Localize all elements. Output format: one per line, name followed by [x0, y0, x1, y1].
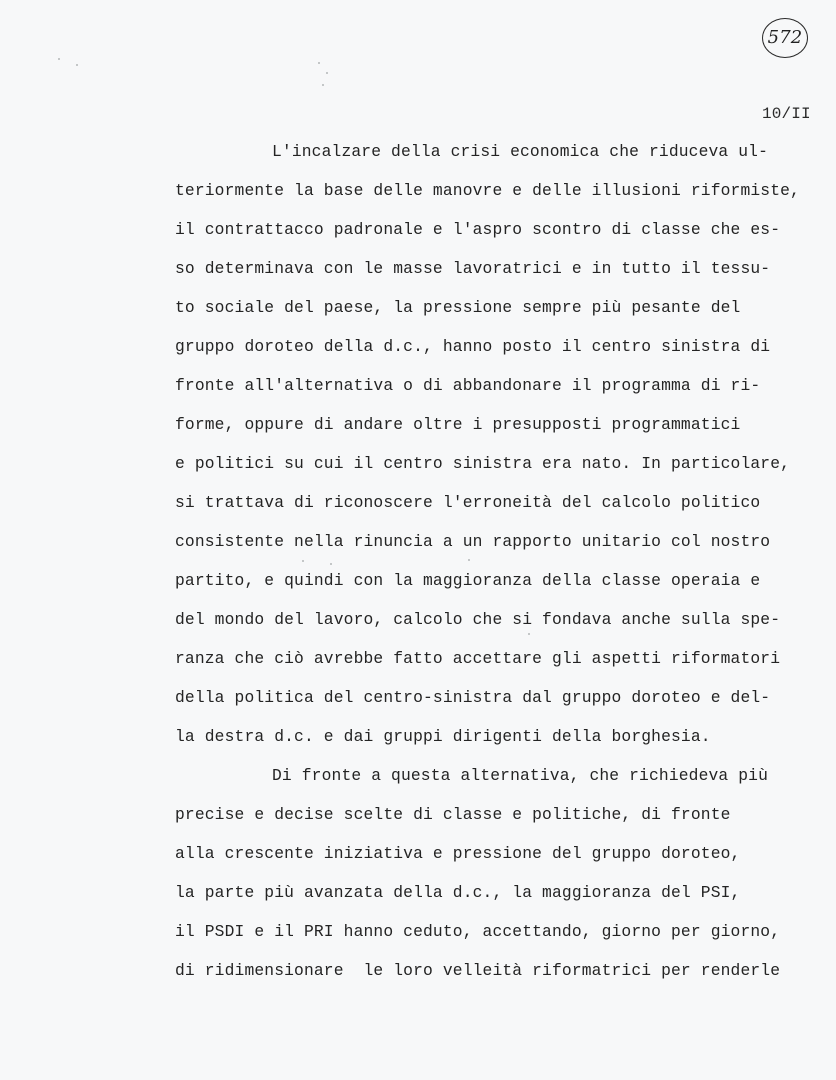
- text-line: partito, e quindi con la maggioranza della classe operaia e: [175, 571, 761, 590]
- text-line: forme, oppure di andare oltre i presupposti programmatici: [175, 415, 741, 434]
- scan-speck: [326, 72, 328, 74]
- text-line: del mondo del lavoro, calcolo che si fondava anche sulla spe-: [175, 610, 781, 629]
- scan-speck: [318, 62, 320, 64]
- text-line: precise e decise scelte di classe e politiche, di fronte: [175, 805, 731, 824]
- text-line: la destra d.c. e dai gruppi dirigenti della borghesia.: [175, 727, 711, 746]
- text-line: gruppo doroteo della d.c., hanno posto il centro sinistra di: [175, 337, 771, 356]
- archive-number-stamp: 572: [762, 18, 808, 58]
- text-line: alla crescente iniziativa e pressione del gruppo doroteo,: [175, 844, 741, 863]
- scan-speck: [330, 563, 332, 565]
- text-line: e politici su cui il centro sinistra era nato. In particolare,: [175, 454, 791, 473]
- text-line: della politica del centro-sinistra dal gruppo doroteo e del-: [175, 688, 771, 707]
- text-line: to sociale del paese, la pressione sempre più pesante del: [175, 298, 741, 317]
- scan-speck: [468, 559, 470, 561]
- text-line: si trattava di riconoscere l'erroneità del calcolo politico: [175, 493, 761, 512]
- text-line: teriormente la base delle manovre e delle illusioni riformiste,: [175, 181, 800, 200]
- text-line: il contrattacco padronale e l'aspro scontro di classe che es-: [175, 220, 781, 239]
- text-line: L'incalzare della crisi economica che riduceva ul-: [272, 142, 769, 161]
- text-line: la parte più avanzata della d.c., la maggioranza del PSI,: [175, 883, 741, 902]
- scan-speck: [76, 64, 78, 66]
- text-line: fronte all'alternativa o di abbandonare il programma di ri-: [175, 376, 761, 395]
- scan-speck: [58, 58, 60, 60]
- scan-speck: [302, 560, 304, 562]
- scan-speck: [528, 633, 530, 635]
- scan-speck: [322, 84, 324, 86]
- text-line: il PSDI e il PRI hanno ceduto, accettando, giorno per giorno,: [175, 922, 781, 941]
- text-line: consistente nella rinuncia a un rapporto unitario col nostro: [175, 532, 771, 551]
- text-line: di ridimensionare le loro velleità riformatrici per renderle: [175, 961, 781, 980]
- text-line: so determinava con le masse lavoratrici e in tutto il tessu-: [175, 259, 771, 278]
- text-line: Di fronte a questa alternativa, che richiedeva più: [272, 766, 769, 785]
- page-number: 10/II: [762, 105, 811, 123]
- text-line: ranza che ciò avrebbe fatto accettare gli aspetti riformatori: [175, 649, 781, 668]
